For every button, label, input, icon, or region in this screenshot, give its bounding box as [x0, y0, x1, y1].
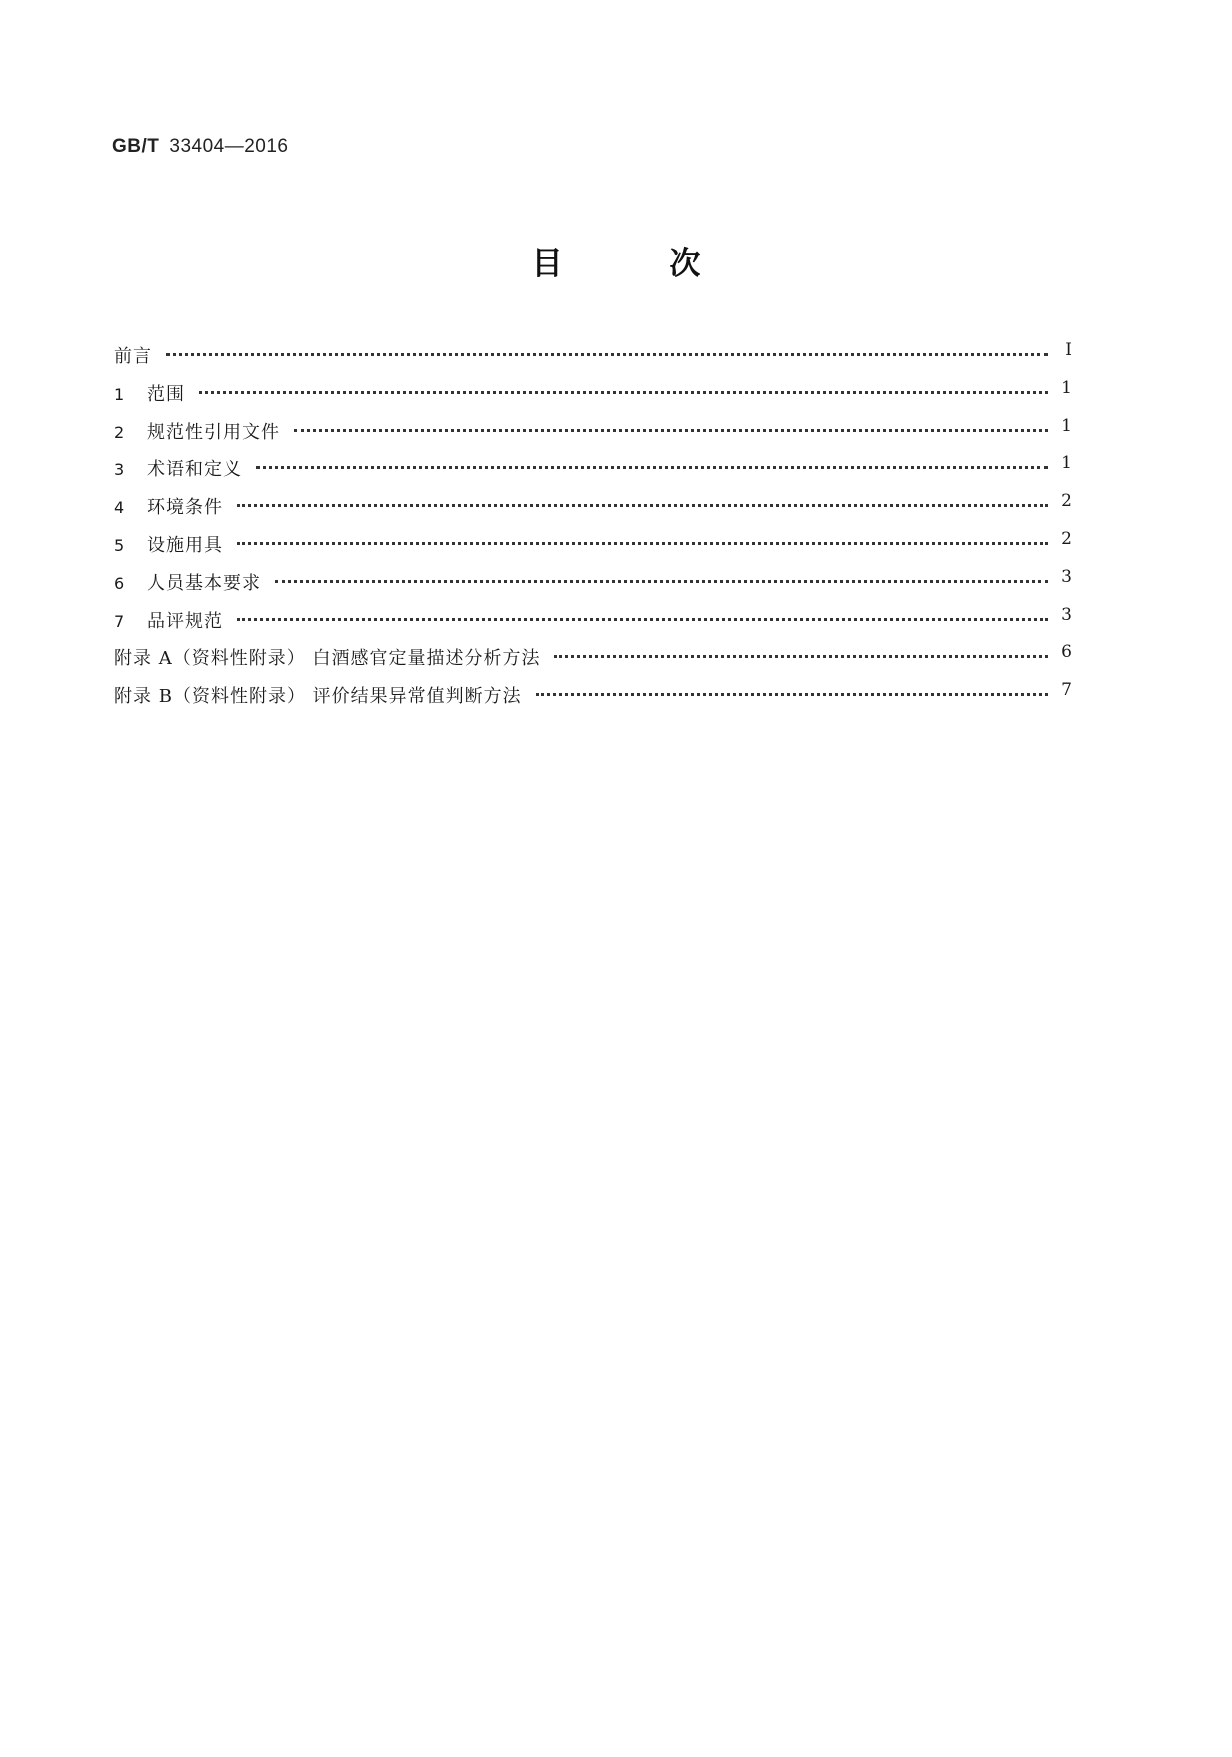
toc-entry-foreword[interactable] [114, 338, 1072, 376]
toc-list [114, 338, 1072, 716]
toc-page-number: 2 [1061, 491, 1072, 512]
toc-entry-text: 附录 B（资料性附录） 评价结果异常值判断方法 [114, 686, 522, 708]
toc-entry-text: 设施用具 [147, 534, 223, 556]
toc-entry-annex-b[interactable] [114, 678, 1072, 716]
document-code-number: 33404—2016 [169, 136, 289, 157]
toc-entry-text: 前言 [114, 346, 152, 367]
toc-entry-number: 3 [114, 460, 125, 480]
toc-entry-number: 1 [114, 384, 125, 404]
toc-page-number: 3 [1061, 566, 1072, 587]
toc-dot-leader [166, 353, 1048, 356]
toc-entry-personnel-requirements[interactable] [114, 565, 1072, 603]
toc-entry-normative-references[interactable] [114, 414, 1072, 452]
toc-dot-leader [536, 693, 1048, 696]
toc-entry-number: 7 [114, 611, 125, 631]
toc-entry-text: 人员基本要求 [147, 572, 261, 594]
toc-dot-leader [256, 466, 1048, 469]
toc-entry-facilities-utensils[interactable] [114, 527, 1072, 565]
toc-entry-annex-a[interactable] [114, 640, 1072, 678]
toc-entry-text: 范围 [147, 383, 185, 405]
toc-entry-number: 5 [114, 535, 125, 555]
document-code-prefix: GB/T [112, 136, 160, 157]
toc-entry-text: 环境条件 [147, 497, 223, 519]
toc-dot-leader [294, 429, 1048, 432]
toc-entry-tasting-rules[interactable] [114, 603, 1072, 641]
toc-entry-number: 6 [114, 573, 125, 593]
toc-entry-number: 2 [114, 422, 125, 442]
toc-entry-text: 品评规范 [147, 610, 223, 632]
toc-dot-leader [237, 618, 1048, 621]
toc-title: 目 次 [531, 246, 749, 282]
toc-dot-leader [199, 391, 1048, 394]
toc-page-number: Ⅰ [1065, 340, 1072, 360]
toc-dot-leader [237, 504, 1048, 507]
toc-page-number: 3 [1061, 604, 1072, 625]
toc-page-number: 1 [1061, 453, 1072, 474]
toc-entry-text: 规范性引用文件 [147, 421, 280, 443]
toc-dot-leader [275, 580, 1048, 583]
toc-page-number: 7 [1061, 680, 1072, 701]
toc-page-number: 2 [1061, 528, 1072, 549]
toc-page-number: 1 [1061, 415, 1072, 436]
document-code [112, 136, 289, 158]
toc-dot-leader [554, 655, 1048, 658]
toc-entry-environment-conditions[interactable] [114, 489, 1072, 527]
toc-entry-scope[interactable] [114, 376, 1072, 414]
toc-page-number: 6 [1061, 642, 1072, 663]
toc-page-number: 1 [1061, 377, 1072, 398]
toc-entry-terms-definitions[interactable] [114, 451, 1072, 489]
toc-entry-text: 术语和定义 [147, 459, 242, 481]
toc-entry-number: 4 [114, 498, 125, 518]
toc-entry-text: 附录 A（资料性附录） 白酒感官定量描述分析方法 [114, 648, 541, 670]
toc-dot-leader [237, 542, 1048, 545]
